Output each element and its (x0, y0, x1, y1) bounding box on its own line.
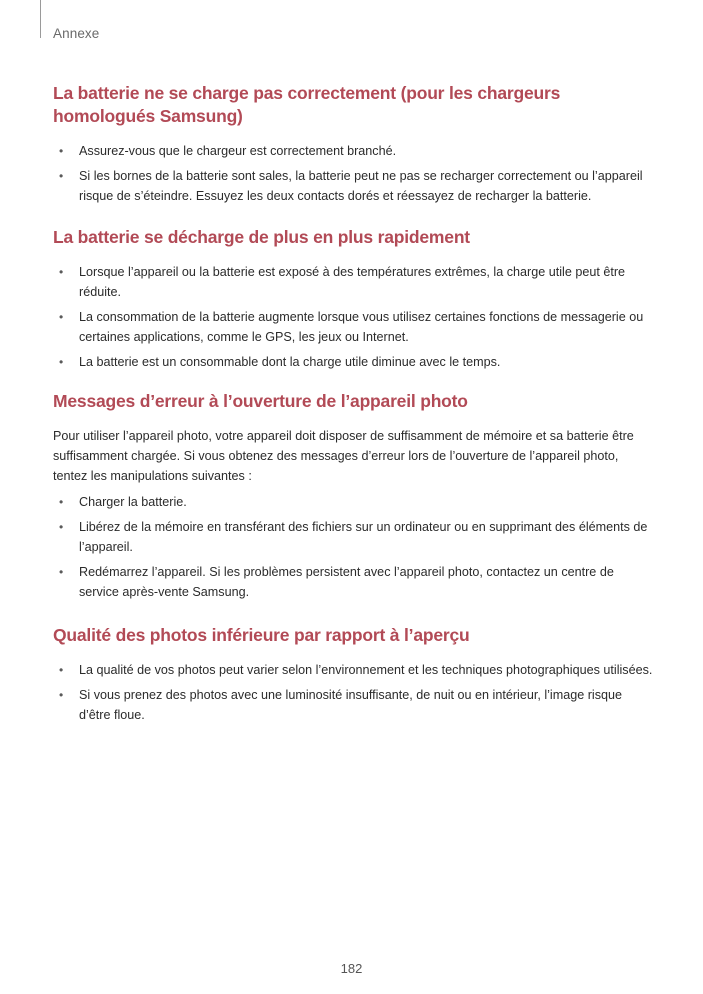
margin-rule (40, 0, 41, 38)
section-intro: Pour utiliser l’appareil photo, votre appareil doit disposer de suffisamment de mémoire et sa batterie être suffisamment chargée. Si vous obtenez des messages d’erreur lors de l’ouverture de l’appareil photo, tentez les manipulations suivantes : (53, 429, 634, 483)
bullet-list (53, 262, 653, 372)
section-battery-draining (53, 226, 653, 372)
list-item-text: La consommation de la batterie augmente lorsque vous utilisez certaines fonctions de messagerie ou certaines applications, comme le GPS, les jeux ou Internet. (79, 310, 644, 344)
section-photo-quality (53, 624, 653, 725)
page-content (53, 82, 653, 730)
list-item-text: Assurez-vous que le chargeur est correctement branché. (79, 144, 397, 158)
section-title: La batterie ne se charge pas correctement (pour les chargeurs homologués Samsung) (53, 83, 561, 126)
list-item-text: Charger la batterie. (79, 495, 187, 509)
running-header: Annexe (53, 26, 100, 41)
bullet-icon: • (59, 520, 64, 534)
section-title: Messages d’erreur à l’ouverture de l’appareil photo (53, 391, 468, 411)
bullet-icon: • (59, 565, 64, 579)
list-item (53, 166, 653, 206)
list-item-text: Libérez de la mémoire en transférant des fichiers sur un ordinateur ou en supprimant des éléments de l’appareil. (79, 520, 648, 554)
list-item (53, 352, 653, 372)
page-number: 182 (340, 961, 363, 976)
list-item (53, 307, 653, 347)
bullet-icon: • (59, 169, 64, 183)
bullet-icon: • (59, 663, 64, 677)
bullet-list (53, 141, 653, 206)
list-item (53, 141, 653, 161)
section-title: Qualité des photos inférieure par rapport à l’aperçu (53, 625, 470, 645)
list-item-text: La batterie est un consommable dont la charge utile diminue avec le temps. (79, 355, 501, 369)
list-item-text: Redémarrez l’appareil. Si les problèmes persistent avec l’appareil photo, contactez un centre de service après-vente Samsung. (79, 565, 614, 599)
list-item-text: Lorsque l’appareil ou la batterie est exposé à des températures extrêmes, la charge utile peut être réduite. (79, 265, 626, 299)
bullet-icon: • (59, 144, 64, 158)
section-battery-not-charging (53, 82, 653, 206)
section-camera-errors (53, 390, 653, 602)
bullet-list (53, 660, 653, 725)
list-item-text: La qualité de vos photos peut varier selon l’environnement et les techniques photographiques utilisées. (79, 663, 653, 677)
list-item (53, 492, 653, 512)
list-item-text: Si vous prenez des photos avec une luminosité insuffisante, de nuit ou en intérieur, l’image risque d’être floue. (79, 688, 623, 722)
bullet-list (53, 492, 653, 602)
bullet-icon: • (59, 310, 64, 324)
list-item (53, 562, 653, 602)
list-item (53, 685, 653, 725)
bullet-icon: • (59, 355, 64, 369)
bullet-icon: • (59, 495, 64, 509)
bullet-icon: • (59, 688, 64, 702)
bullet-icon: • (59, 265, 64, 279)
list-item-text: Si les bornes de la batterie sont sales, la batterie peut ne pas se recharger correctement ou l’appareil risque de s’éteindre. Essuyez les deux contacts dorés et réessayez de recharger la batterie. (79, 169, 643, 203)
section-title: La batterie se décharge de plus en plus rapidement (53, 227, 470, 247)
list-item (53, 517, 653, 557)
list-item (53, 660, 653, 680)
list-item (53, 262, 653, 302)
